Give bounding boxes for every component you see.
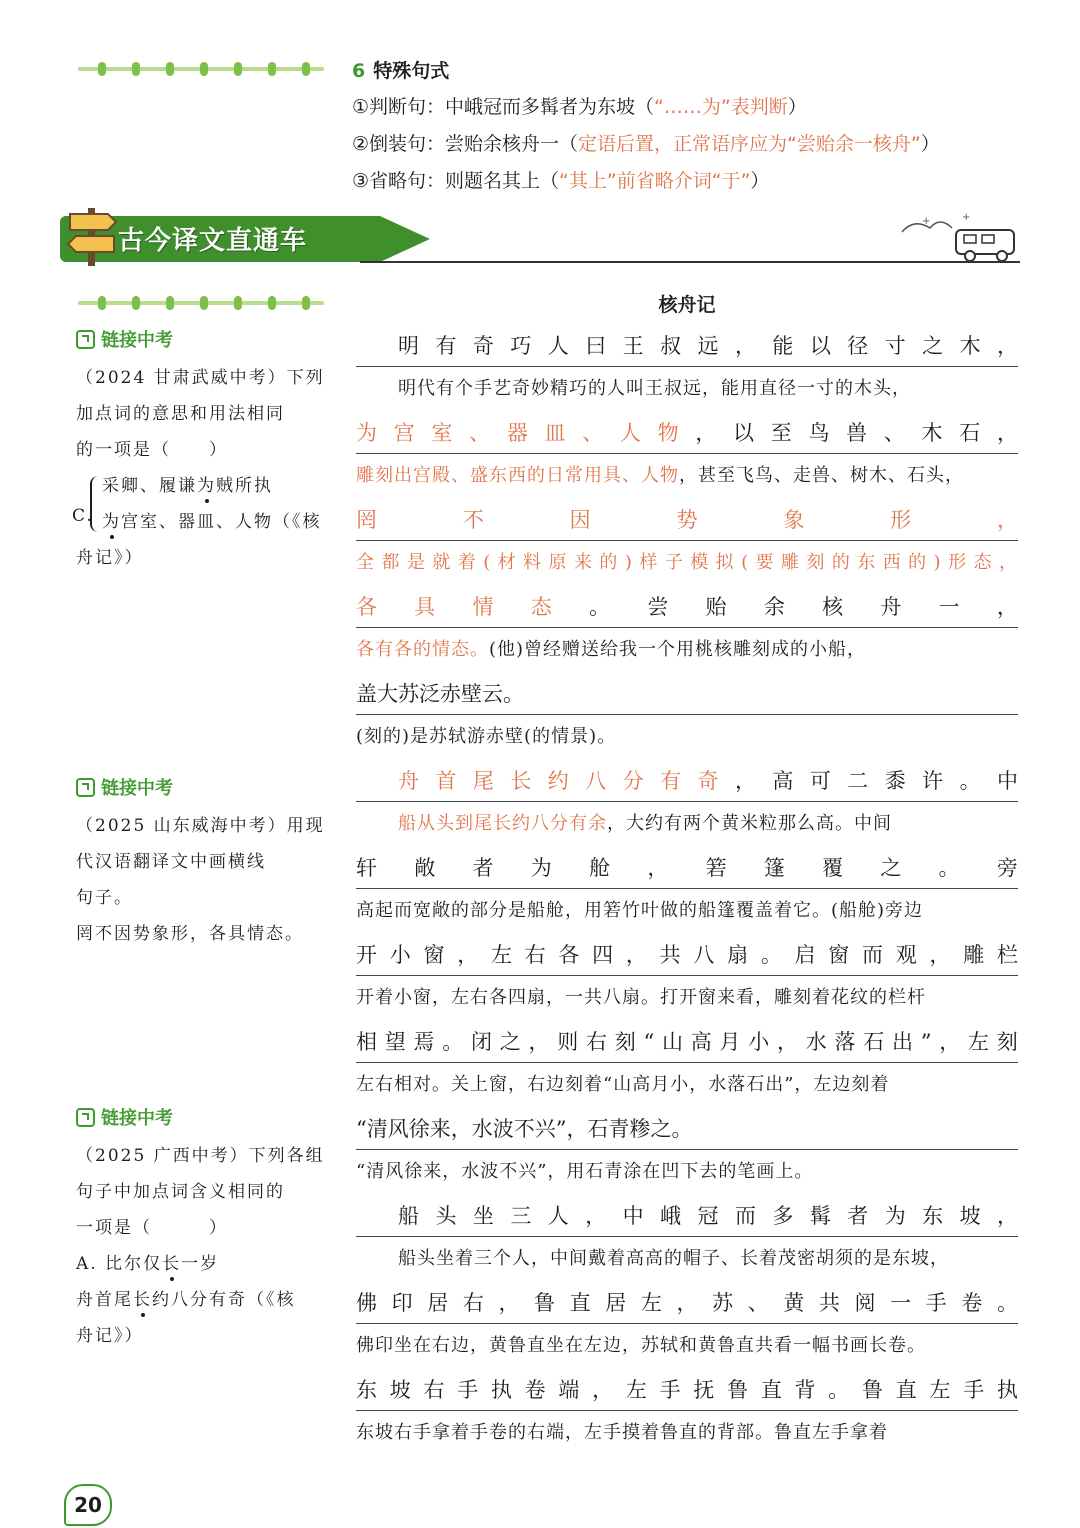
link-icon <box>76 778 95 797</box>
translation-main <box>356 286 1018 1455</box>
original-text-line: 开 小 窗 ， 左 右 各 四 ， 共 八 扇 。 启 窗 而 观 ， 雕 栏 <box>356 933 1018 976</box>
original-text-line: 相 望 焉 。 闭 之 ， 则 右 刻 “ 山 高 月 小 ， 水 落 石 出 ” ， 左 刻 <box>356 1020 1018 1063</box>
original-text-line: “ 清 风 徐 来 ， 水 波 不 兴 ” ， 石 青 糁 之 。 <box>356 1107 1018 1150</box>
text-title: 核舟记 <box>658 294 716 316</box>
exam-link-box-1 <box>72 326 338 576</box>
top-dot-rule <box>78 62 324 76</box>
translation-rows <box>356 324 1018 1455</box>
exam-link-box-2 <box>76 774 338 952</box>
original-text-line: 舟 首 尾 长 约 八 分 有 奇 ， 高 可 二 黍 许 。 中 <box>356 759 1018 802</box>
translation-line: 左右相对。关上窗，右边刻着“山高月小，水落石出”，左边刻着 <box>356 1074 890 1095</box>
option-c: C. 采卿、履谦为贼所执 为宫室、器皿、人物（《核 <box>72 476 322 532</box>
original-text-line: 各 具 情 态 。 尝 贻 余 核 舟 一 ， <box>356 585 1018 628</box>
link-icon <box>76 1108 95 1127</box>
translation-line: 佛印坐在右边，黄鲁直坐在左边，苏轼和黄鲁直共看一幅书画长卷。 <box>356 1335 926 1356</box>
exam-link-box-3 <box>76 1104 338 1354</box>
exam-link-header: 链接中考 <box>76 326 338 352</box>
special-sentence-section <box>352 56 1042 200</box>
translation-line: 东坡右手拿着手卷的右端，左手摸着鲁直的背部。鲁直左手拿着 <box>356 1422 888 1443</box>
banner-title: 古今译文直通车 <box>118 226 308 256</box>
translation-line: 明代有个手艺奇妙精巧的人叫王叔远，能用直径一寸的木头， <box>398 378 911 399</box>
original-text-line: 东 坡 右 手 执 卷 端 ， 左 手 抚 鲁 直 背 。 鲁 直 左 手 执 <box>356 1368 1018 1411</box>
translation-line: (刻的)是苏轼游赤壁(的情景)。 <box>356 726 617 747</box>
exam-question: （2025 广西中考）下列各组 句子中加点词含义相同的 一项是（ ） A. 比尔仅长一岁 舟首尾长约八分有奇（《核 舟记》） <box>76 1146 325 1346</box>
svg-text:+: + <box>962 212 971 223</box>
svg-text:+: + <box>922 216 931 227</box>
original-text-line: 船 头 坐 三 人 ， 中 峨 冠 而 多 髯 者 为 东 坡 ， <box>356 1194 1018 1237</box>
exam-link-header: 链接中考 <box>76 774 338 800</box>
sentence-item-inversion: ②倒装句：尝贻余核舟一（定语后置，正常语序应为“尝贻余一核舟”） <box>352 133 940 155</box>
original-text-line: 佛 印 居 右 ， 鲁 直 居 左 ， 苏 、 黄 共 阅 一 手 卷 。 <box>356 1281 1018 1324</box>
link-icon <box>76 330 95 349</box>
translation-line: 高起而宽敞的部分是船舱，用箬竹叶做的船篷覆盖着它。(船舱)旁边 <box>356 900 924 921</box>
translation-line: 船从头到尾长约八分有余，大约有两个黄米粒那么高。中间 <box>398 813 892 834</box>
page-number: 20 <box>64 1484 112 1526</box>
translation-line: 全 都 是 就 着 ( 材 料 原 来 的 ) 样 子 模 拟 ( 要 雕 刻 的 东 西 的 ) 形 态 ， <box>356 552 1018 573</box>
sentence-item-omission: ③省略句：则题名其上（“其上”前省略介词“于”） <box>352 170 770 192</box>
translation-line: 开着小窗，左右各四扇，一共八扇。打开窗来看，雕刻着花纹的栏杆 <box>356 987 926 1008</box>
section-title: 6 特殊句式 <box>352 60 450 82</box>
original-text-line: 明 有 奇 巧 人 曰 王 叔 远 ， 能 以 径 寸 之 木 ， <box>356 324 1018 367</box>
original-text-line: 盖 大 苏 泛 赤 壁 云 。 <box>356 672 1018 715</box>
exam-question: （2025 山东威海中考）用现 代汉语翻译文中画横线 句子。 罔不因势象形，各具情态。 <box>76 816 325 944</box>
translation-line: 船头坐着三个人，中间戴着高高的帽子、长着茂密胡须的是东坡， <box>398 1248 949 1269</box>
sentence-item-judgment: ①判断句：中峨冠而多髯者为东坡（“……为”表判断） <box>352 96 807 118</box>
original-text-line: 轩 敞 者 为 舱 ， 箬 篷 覆 之 。 旁 <box>356 846 1018 889</box>
translation-line: “清风徐来，水波不兴”，用石青涂在凹下去的笔画上。 <box>356 1161 814 1182</box>
translation-line: 各有各的情态。(他)曾经赠送给我一个用桃核雕刻成的小船， <box>356 639 867 660</box>
sidebar-dot-rule <box>78 296 324 310</box>
exam-link-header: 链接中考 <box>76 1104 338 1130</box>
camper-van-icon <box>900 210 1020 262</box>
exam-question: （2024 甘肃武威中考）下列 加点词的意思和用法相同 的一项是（ ） C. 采卿、履谦为贼所执 为宫室、器皿、人物（《核 舟记》） <box>76 360 338 576</box>
original-text-line: 罔 不 因 势 象 形 ， <box>356 498 1018 541</box>
section-banner <box>60 200 1020 270</box>
translation-line: 雕刻出宫殿、盛东西的日常用具、人物，甚至飞鸟、走兽、树木、石头， <box>356 465 964 486</box>
signpost-icon <box>64 202 120 268</box>
original-text-line: 为 宫 室 、 器 皿 、 人 物 ， 以 至 鸟 兽 、 木 石 ， <box>356 411 1018 454</box>
